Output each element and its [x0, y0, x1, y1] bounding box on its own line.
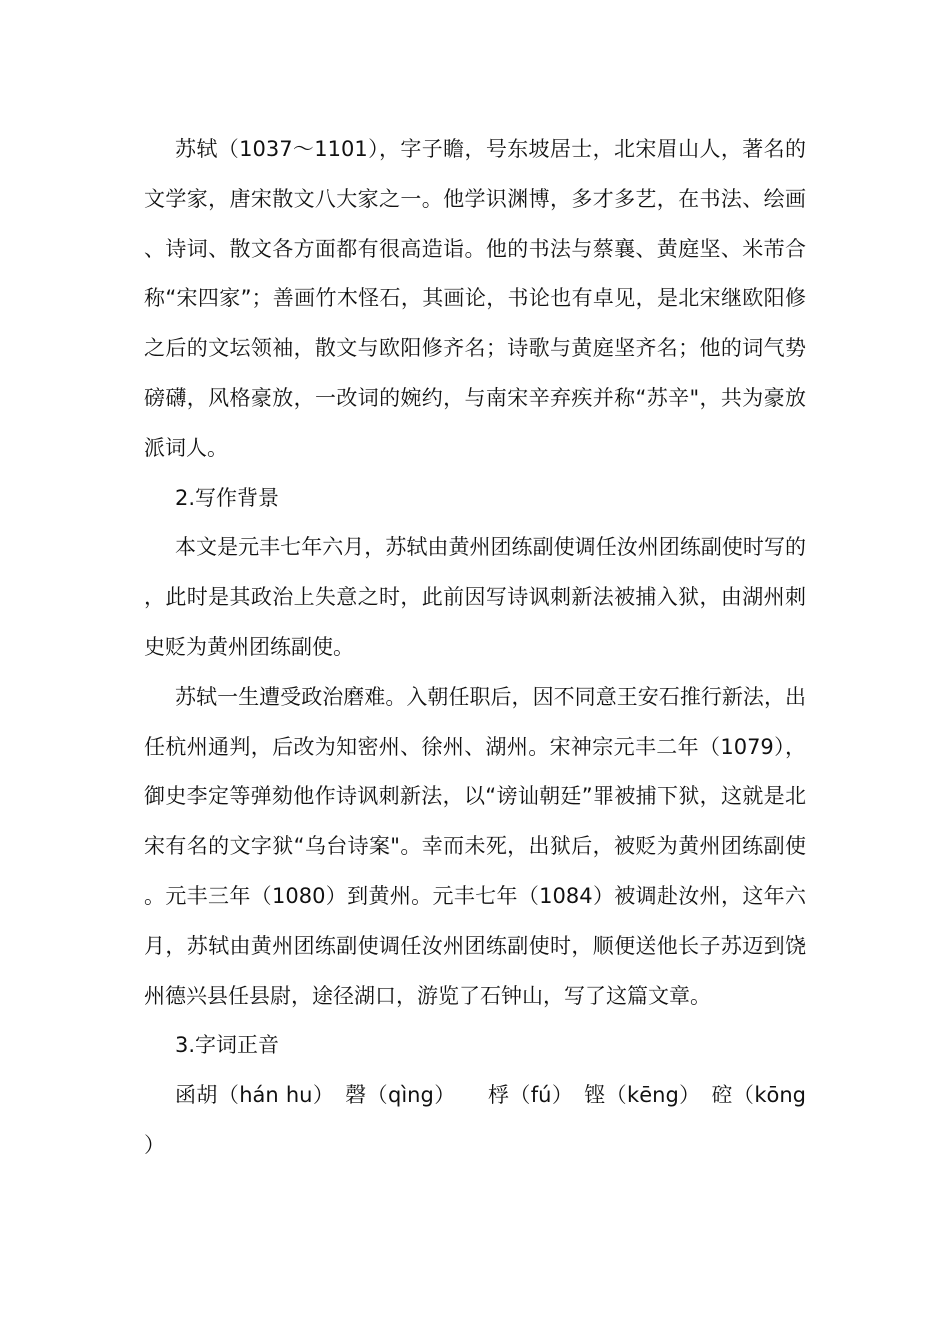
paragraph-writing-background: 本文是元丰七年六月，苏轼由黄州团练副使调任汝州团练副使时写的，此时是其政治上失意之时，此前因写诗讽刺新法被捕入狱，由湖州刺史贬为黄州团练副使。 [144, 535, 806, 659]
document-body [144, 125, 806, 1171]
paragraph-pronunciation-list: 函胡（hán hu） 磬（qìng） 桴（fú） 铿（kēng） 硿（kōng） [144, 1083, 806, 1157]
section-heading-writing-background: 2.写作背景 [175, 485, 280, 510]
section-heading-pronunciation: 3.字词正音 [175, 1033, 280, 1058]
paragraph-su-shi-bio: 苏轼（1037～1101），字子瞻，号东坡居士，北宋眉山人，著名的文学家，唐宋散文八大家之一。他学识渊博，多才多艺，在书法、绘画、诗词、散文各方面都有很高造诣。他的书法与蔡襄、黄庭坚、米芾合称“宋四家”；善画竹木怪石，其画论，书论也有卓见，是北宋继欧阳修之后的文坛领袖，散文与欧阳修齐名；诗歌与黄庭坚齐名；他的词气势磅礴，风格豪放，一改词的婉约，与南宋辛弃疾并称“苏辛"，共为豪放派词人。 [144, 137, 806, 460]
paragraph-political-hardship: 苏轼一生遭受政治磨难。入朝任职后，因不同意王安石推行新法，出任杭州通判，后改为知密州、徐州、湖州。宋神宗元丰二年（1079），御史李定等弹劾他作诗讽刺新法，以“谤讪朝廷”罪被捕下狱，这就是北宋有名的文字狱“乌台诗案"。幸而未死，出狱后，被贬为黄州团练副使。元丰三年（1080）到黄州。元丰七年（1084）被调赴汝州，这年六月，苏轼由黄州团练副使调任汝州团练副使时，顺便送他长子苏迈到饶州德兴县任县尉，途径湖口，游览了石钟山，写了这篇文章。 [144, 684, 806, 1008]
